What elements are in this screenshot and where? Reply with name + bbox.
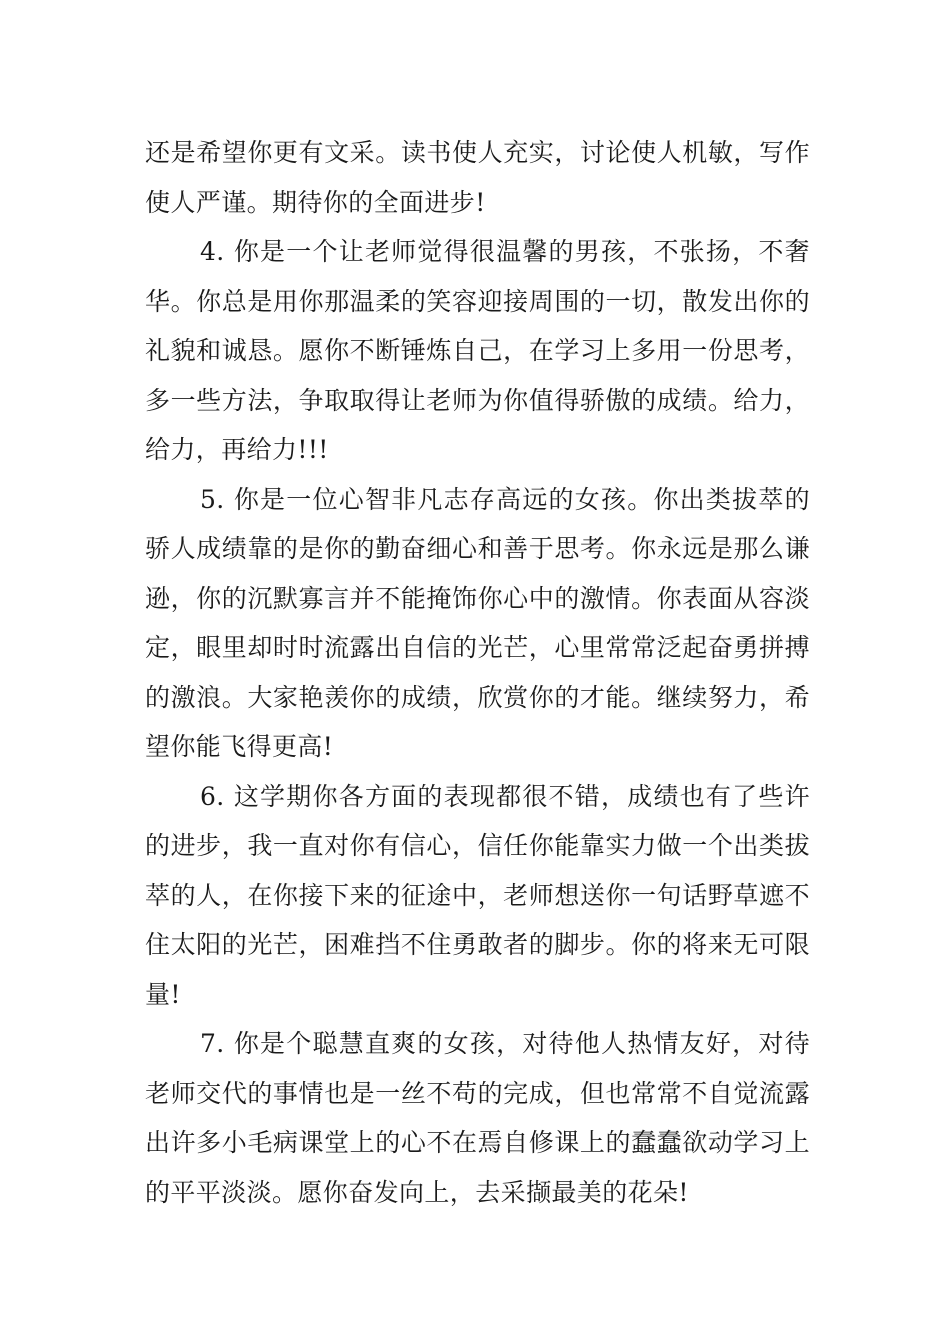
paragraph-comment-5: 5. 你是一位心智非凡志存高远的女孩。你出类拔萃的骄人成绩靠的是你的勤奋细心和善于思考。你永远是那么谦逊，你的沉默寡言并不能掩饰你心中的激情。你表面从容淡定，眼里却时时流露出自信的光芒，心里常常泛起奋勇拼搏的激浪。大家艳羡你的成绩，欣赏你的才能。继续努力，希望你能飞得更高! xyxy=(145,484,810,761)
paragraph-continuation: 还是希望你更有文采。读书使人充实，讨论使人机敏，写作使人严谨。期待你的全面进步! xyxy=(145,138,810,217)
paragraph-comment-7: 7. 你是个聪慧直爽的女孩，对待他人热情友好，对待老师交代的事情也是一丝不苟的完成，但也常常不自觉流露出许多小毛病课堂上的心不在焉自修课上的蠢蠢欲动学习上的平平淡淡。愿你奋发向上，去采撷最美的花朵! xyxy=(145,1029,810,1207)
paragraph-comment-6: 6. 这学期你各方面的表现都很不错，成绩也有了些许的进步，我一直对你有信心，信任你能靠实力做一个出类拔萃的人，在你接下来的征途中，老师想送你一句话野草遮不住太阳的光芒，困难挡不住勇敢者的脚步。你的将来无可限量! xyxy=(145,781,810,1009)
document-body xyxy=(145,128,810,1217)
paragraph-comment-4: 4. 你是一个让老师觉得很温馨的男孩，不张扬，不奢华。你总是用你那温柔的笑容迎接周围的一切，散发出你的礼貌和诚恳。愿你不断锤炼自己，在学习上多用一份思考，多一些方法，争取取得让老师为你值得骄傲的成绩。给力，给力，再给力!!! xyxy=(145,237,810,464)
